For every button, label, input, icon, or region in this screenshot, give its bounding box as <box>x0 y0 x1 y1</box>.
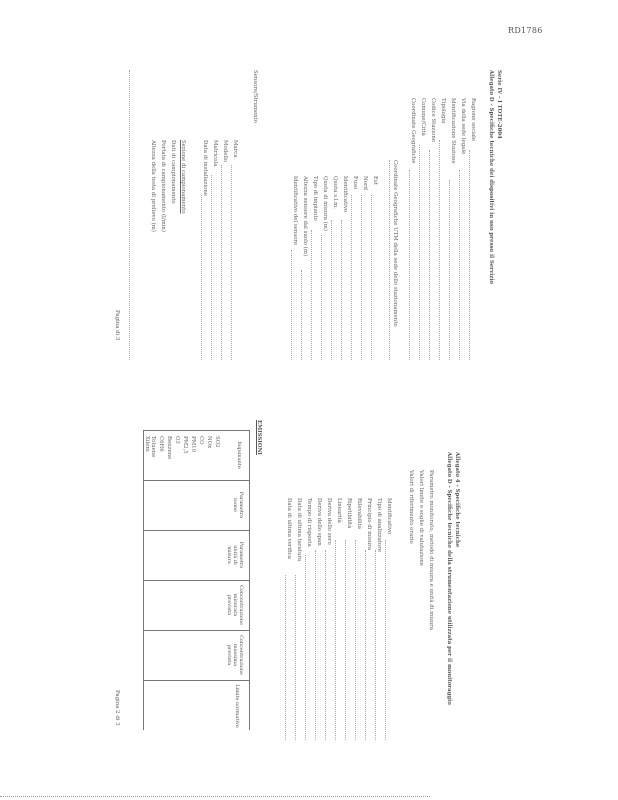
left-coord-7: Altezza sensore dal suolo (m) <box>302 176 308 257</box>
right-field-9: Data di ultima taratura <box>296 498 302 562</box>
left-title: Serie IV - I TOTE-2004 <box>496 70 502 139</box>
document-code: RD1786 <box>508 26 543 35</box>
right-field-7: Deriva dello span <box>316 498 322 546</box>
table-row-5: O3 <box>174 436 180 444</box>
left-coord-2: Fuso <box>352 176 358 190</box>
left-s2-field-2: Matricola <box>212 140 218 167</box>
left-coord-3: Identificativo <box>342 176 348 213</box>
left-s2-field-0: Marca <box>232 140 238 158</box>
left-coord-0: Est <box>372 176 378 185</box>
table-row-1: NOx <box>206 436 212 449</box>
left-s2-field-1: Modello <box>222 140 228 163</box>
table-row-2: CO <box>198 436 204 445</box>
left-s3-field-1: Portata di campionamento (l/min) <box>160 140 166 232</box>
left-field-3: Tipologia <box>440 98 446 124</box>
right-field-6: Deriva dello zero <box>326 498 332 545</box>
left-coord-4: Quota s.l.m. <box>332 176 338 209</box>
left-field-2: Identificazione Stazione <box>450 98 456 164</box>
left-field-6: Coordinate Geografiche <box>410 98 416 164</box>
left-field-4: Codice Stazione <box>430 98 436 143</box>
left-section-2: Sensore/Strumento <box>252 70 258 124</box>
col-header-1: Parametro nome <box>232 491 244 519</box>
table-row-0: SO2 <box>214 436 220 448</box>
bottom-dotted-rule <box>0 796 430 797</box>
left-coord-5: Quota di misura (m) <box>322 176 328 232</box>
left-s3-field-0: Dati di campionamento <box>170 140 176 204</box>
table-row-4: PM2,5 <box>182 436 188 454</box>
right-field-10: Data di ultima verifica <box>286 498 292 560</box>
right-field-0: Identificativo <box>386 498 392 535</box>
right-page-label: Pagina 2 di 3 <box>114 690 120 726</box>
table-row-3: PM10 <box>190 436 196 453</box>
col-header-2: Parametro unità di misura <box>226 541 244 569</box>
right-field-3: Rilevabilità <box>356 498 362 529</box>
col-header-5: Limite normativo <box>234 684 240 728</box>
col-header-3: Concentrazione misurata prevista <box>226 585 244 625</box>
table-title: EMISSIONI <box>256 420 262 455</box>
left-s2-field-3: Data di installazione <box>202 140 208 196</box>
right-intro-2: Valori di riferimento orario <box>408 470 414 544</box>
right-field-8: Tempo di risposta <box>306 498 312 547</box>
right-field-1: Tipo di analizzatore <box>376 498 382 553</box>
table-row-6: Benzene <box>166 436 172 460</box>
left-field-1: Via della sede legale <box>460 98 466 155</box>
right-field-5: Linearità <box>336 498 342 523</box>
table-row-9: Xileni <box>144 436 150 452</box>
left-s3-field-2: Altezza della testa di prelievo (m) <box>150 140 156 232</box>
table-row-7: C6H6 <box>158 436 164 452</box>
right-field-4: Ripetibilità <box>346 498 352 529</box>
right-title: Allegato 4 - Specifiche tecniche <box>454 452 460 548</box>
left-section-3: Sezione di campionamento <box>180 140 186 214</box>
left-coord-8: Identificativo del sensore <box>292 176 298 246</box>
left-subtitle: Allegato D - Specifiche tecniche dei dispositivi in uso presso il Servizio <box>488 70 494 285</box>
col-header-0: Inquinante <box>236 441 242 469</box>
left-coord-1: Nord <box>362 176 368 190</box>
right-intro-0: Parametro monitorato, metodo di misura e unità di misura <box>428 470 434 630</box>
col-header-4: Concentrazione massima prevista <box>226 635 244 675</box>
left-coord-6: Tipo di impianto <box>312 176 318 221</box>
left-coord-section: Coordinate Geografiche UTM della sede dello stazionamento <box>392 160 398 327</box>
table-row-8: Toluene <box>150 436 156 458</box>
left-page-label: Pagina di 3 <box>114 310 120 341</box>
left-field-0: Ragione sociale <box>470 98 476 142</box>
right-intro-1: Valori limite e soglie di valutazione <box>418 470 424 566</box>
right-subtitle: Allegato D - Specifiche tecniche della strumentazione utilizzata per il monitoraggio <box>446 452 452 705</box>
left-field-5: Comune/Città <box>420 98 426 136</box>
right-field-2: Principio di misura <box>366 498 372 551</box>
